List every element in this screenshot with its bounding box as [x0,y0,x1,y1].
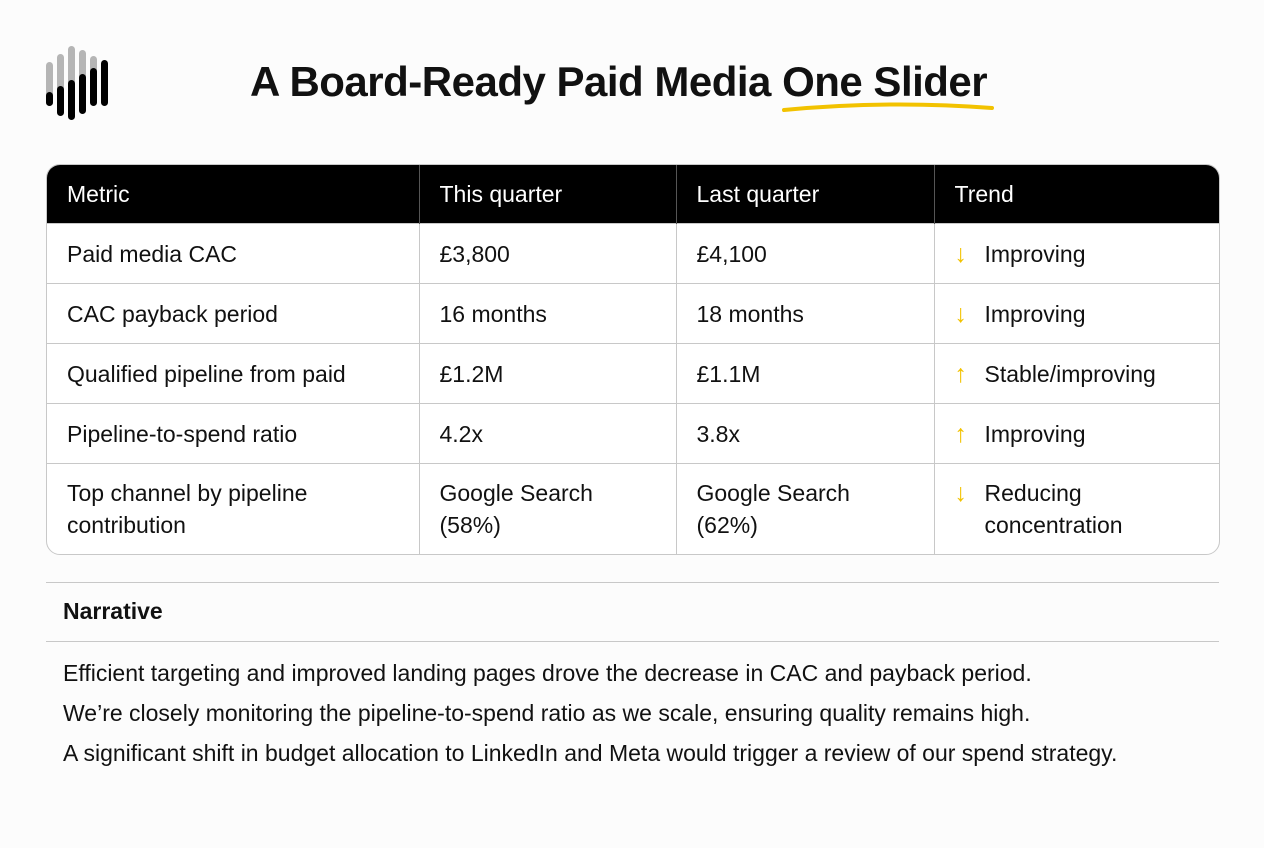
table-row [47,224,1219,284]
narrative-heading: Narrative [63,598,163,624]
trend-label: Reducing concentration [984,480,1123,538]
trend-label: Improving [984,420,1086,447]
metric-cell: Qualified pipeline from paid [47,344,419,404]
last-quarter-cell: 3.8x [676,404,934,464]
down-arrow-icon: ↓ [954,299,967,328]
narrative-paragraph: A significant shift in budget allocation to LinkedIn and Meta would trigger a review of our spend strategy. [63,740,1118,766]
table-row [47,404,1219,464]
metric-cell: Paid media CAC [47,224,419,284]
column-header-last-quarter: Last quarter [676,165,934,224]
trend-cell [934,284,1219,344]
trend-cell [934,404,1219,464]
trend-label: Improving [984,300,1086,327]
trend-label: Improving [984,240,1086,267]
this-quarter-cell: Google Search (58%) [419,464,676,555]
title-highlight-text: One Slider [782,58,988,105]
narrative-paragraph: Efficient targeting and improved landing pages drove the decrease in CAC and payback period. [63,660,1032,686]
title-highlight [782,58,987,106]
table-row [47,344,1219,404]
table-row [47,464,1219,555]
trend-label: Stable/improving [984,360,1156,387]
narrative-paragraph: We’re closely monitoring the pipeline-to-spend ratio as we scale, ensuring quality remains high. [63,700,1031,726]
column-header-this-quarter: This quarter [419,165,676,224]
table-row [47,284,1219,344]
trend-cell [934,224,1219,284]
table-header-row [47,165,1219,224]
this-quarter-cell: £1.2M [419,344,676,404]
metric-cell: Top channel by pipeline contribution [47,464,419,555]
this-quarter-cell: 4.2x [419,404,676,464]
this-quarter-cell: 16 months [419,284,676,344]
bar-wave-logo [44,44,118,124]
up-arrow-icon: ↑ [954,419,967,448]
metric-cell: Pipeline-to-spend ratio [47,404,419,464]
up-arrow-icon: ↑ [954,359,967,388]
trend-cell [934,464,1219,555]
column-header-metric: Metric [47,165,419,224]
last-quarter-cell: 18 months [676,284,934,344]
last-quarter-cell: £4,100 [676,224,934,284]
this-quarter-cell: £3,800 [419,224,676,284]
metrics-table [46,164,1220,555]
column-header-trend: Trend [934,165,1219,224]
last-quarter-cell: Google Search (62%) [676,464,934,555]
highlight-underline [782,98,994,120]
narrative-body [63,657,1213,777]
page-title [250,58,987,106]
title-main: A Board-Ready Paid Media [250,58,771,105]
divider [46,641,1219,642]
last-quarter-cell: £1.1M [676,344,934,404]
trend-cell [934,344,1219,404]
down-arrow-icon: ↓ [954,239,967,268]
down-arrow-icon: ↓ [954,479,967,507]
divider [46,582,1219,583]
metric-cell: CAC payback period [47,284,419,344]
